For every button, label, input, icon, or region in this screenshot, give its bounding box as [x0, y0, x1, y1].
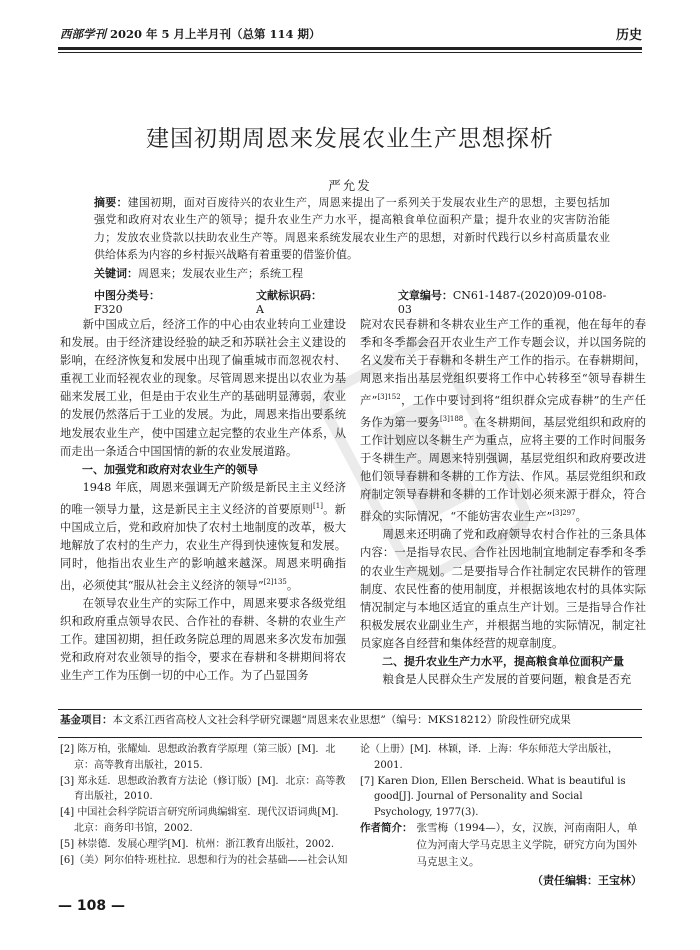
clc-value: F320: [94, 303, 123, 316]
doc-code-label: 文献标识码：: [255, 289, 322, 302]
section-heading-1: 一、加强党和政府对农业生产的领导: [82, 462, 258, 476]
paragraph: [60, 479, 346, 595]
citation: [3]152: [377, 393, 401, 402]
clc-item: [94, 287, 186, 316]
article-no-value: CN61-1487-(2020)09-0108-03: [397, 289, 607, 316]
references-right: [360, 742, 644, 821]
reference-item: [5] 林崇德．发展心理学[M]．杭州：浙江教育出版社，2002.: [60, 838, 335, 850]
paragraph: 在领导农业生产的实际工作中，周恩来要求各级党组织和政府重点领导农民、合作社的春耕、冬耕的农业生产工作。建国初期，担任政务院总理的周恩来多次发布加强党和政府对农业领导的指令，要求在春耕和冬耕期间将农业生产工作为压倒一切的中心工作。为了凸显国务: [60, 596, 346, 683]
issue-info: 2020 年 5 月上半月刊（总第 114 期）: [110, 27, 321, 41]
paragraph-text: ，工作中要讨到将“组织群众完成春耕”的生产任务作为第一要务: [360, 394, 646, 429]
paragraph-text: 。: [286, 578, 299, 592]
clc-label: 中图分类号：: [94, 289, 160, 302]
abstract-text: 建国初期，面对百废待兴的农业生产，周恩来提出了一系列关于发展农业生产的思想，主要包括加强党和政府对农业生产的领导；提升农业生产力水平，提高粮食单位面积产量；提升农业的灾害防治能力；发放农业贷款以扶助农业生产等。周恩来系统发展农业生产的思想，对新时代践行以乡村高质量农业供给体系为内容的乡村振兴战略有着重要的借鉴价值。: [94, 196, 611, 262]
keywords: [94, 265, 610, 281]
paragraph: 周恩来还明确了党和政府领导农村合作社的三条具体内容：一是指导农民、合作社因地制宜地制定春季和冬季的农业生产规划。二是要指导合作社制定农民耕作的管理制度、农民性畜的使用制度，并根据该地农村的具体实际情况制定与本地区适宜的重点生产计划。三是指导合作社积极发展农业副业生产，并根据当地的实际情况，制定社员家庭各自经营和集体经营的规章制度。: [360, 528, 646, 650]
paragraph: 新中国成立后，经济工作的中心由农业转向工业建设和发展。由于经济建设经验的缺乏和苏联社会主义建设的影响，在经济恢复和发展中出现了偏重城市而忽视农村、重视工业而轻视农业的现象。尽管周恩来提出以农业为基础来发展工业，但是由于农业生产的基础明显薄弱，农业的发展仍然落后于工业的发展。为此，周恩来指出要系统地发展农业生产，使中国建立起完整的农业生产体系，从而走出一条适合中国国情的新的农业发展道路。: [60, 318, 346, 458]
article-title: 建国初期周恩来发展农业生产思想探析: [146, 126, 554, 152]
keywords-label: 关键词：: [94, 267, 138, 280]
article-no-item: [398, 287, 614, 316]
paragraph: [360, 316, 646, 526]
editor-note: （责任编辑：王宝林）: [532, 874, 642, 887]
keywords-text: 周恩来；发展农业生产；系统工程: [138, 267, 303, 280]
body-column-right: [360, 316, 646, 689]
running-header: [60, 26, 321, 42]
reference-item: [6]（美）阿尔伯特·班杜拉．思想和行为的社会基础——社会认知: [60, 854, 348, 866]
author-bio: [360, 820, 644, 871]
paragraph-text: 1948 年底，周恩来强调无产阶级是新民主主义经济的唯一领导力量，这是新民主主义经济的首要原则: [60, 480, 346, 516]
paragraph-text: 。在冬耕期间，基层党组织和政府的工作计划应以冬耕生产为重点，应将主要的工作时间服务于冬耕生产。周恩来特别强调，基层党组织和政府要改进他们领导春耕和冬耕的工作方法、作风。基层党组织和政府制定领导春耕和冬耕的工作计划必须来源于群众，符合群众的实际情况，“不能妨害农业生产”: [360, 416, 646, 524]
reference-item: [2] 陈万柏，张耀灿．思想政治教育学原理（第三版）[M]．北京：高等教育出版社，2015.: [60, 744, 336, 771]
author-bio-text: 张雪梅（1994—），女，汉族，河南南阳人，单位为河南大学马克思主义学院，研究方向为国外马克思主义。: [416, 822, 638, 868]
reference-item: [4] 中国社会科学院语言研究所词典编辑室．现代汉语词典[M]．北京：商务印书馆，2002.: [60, 807, 346, 834]
reference-item: [3] 郑永廷．思想政治教育方法论（修订版）[M]．北京：高等教育出版社，2010.: [60, 775, 346, 803]
citation: [2]135: [263, 578, 287, 587]
section-heading-2: 二、提升农业生产力水平，提高粮食单位面积产量: [382, 654, 624, 668]
journal-name: 西部学刊: [60, 27, 106, 41]
reference-item: [7] Karen Dion, Ellen Berscheid. What is beautiful is good[J]. Journal of Personality and Social Psychology, 1977(3).: [360, 775, 626, 819]
header-rule-thin: [58, 52, 642, 53]
references-left: [60, 742, 350, 868]
article-author: 严允发: [328, 178, 372, 193]
article-no-label: 文章编号：: [397, 289, 453, 302]
paragraph: 粮食是人民群众生产发展的首要问题，粮食是否充: [382, 673, 632, 687]
fund-rule: [58, 709, 642, 710]
fund-text: 本文系江西省高校人文社会科学研究课题“周恩来农业思想”（编号：MKS18212）阶段性研究成果: [112, 714, 571, 726]
paragraph-text: 。新中国成立后，党和政府加快了农村土地制度的改革，极大地解放了农村的生产力，农业生产得到快速恢复和发展。同时，他指出农业生产的影响越来越深。周恩来明确指出，必须使其“服从社会主义经济的领导”: [60, 502, 346, 592]
references-rule: [58, 737, 642, 738]
abstract-label: 摘要：: [94, 196, 128, 209]
reference-item: 论（上册）[M]．林颖，译．上海：华东师范大学出版社，2001.: [360, 744, 619, 771]
doc-code-item: [256, 287, 328, 316]
fund-note: [60, 712, 644, 727]
page-number: — 108 —: [58, 898, 125, 914]
doc-code-value: A: [255, 303, 264, 316]
author-bio-label: 作者简介：: [360, 822, 413, 834]
section-label: 历史: [615, 28, 642, 43]
fund-label: 基金项目：: [60, 714, 113, 726]
header-rule: [58, 47, 642, 50]
paragraph-text: 院对农民春耕和冬耕农业生产工作的重视，他在每年的春季和冬季都会召开农业生产工作专题会议，并以国务院的名义发布关于春耕和冬耕生产工作的指示。在春耕期间，周恩来指出基层党组织要将工作中心转移至“领导春耕生产”: [360, 318, 646, 408]
citation: [3]188: [439, 415, 464, 424]
citation: [3]297: [552, 509, 576, 518]
article-meta: [94, 287, 614, 316]
paragraph-text: 。: [575, 510, 587, 524]
citation: [1]: [313, 501, 323, 510]
body-column-left: [60, 316, 346, 685]
abstract: [94, 194, 610, 264]
